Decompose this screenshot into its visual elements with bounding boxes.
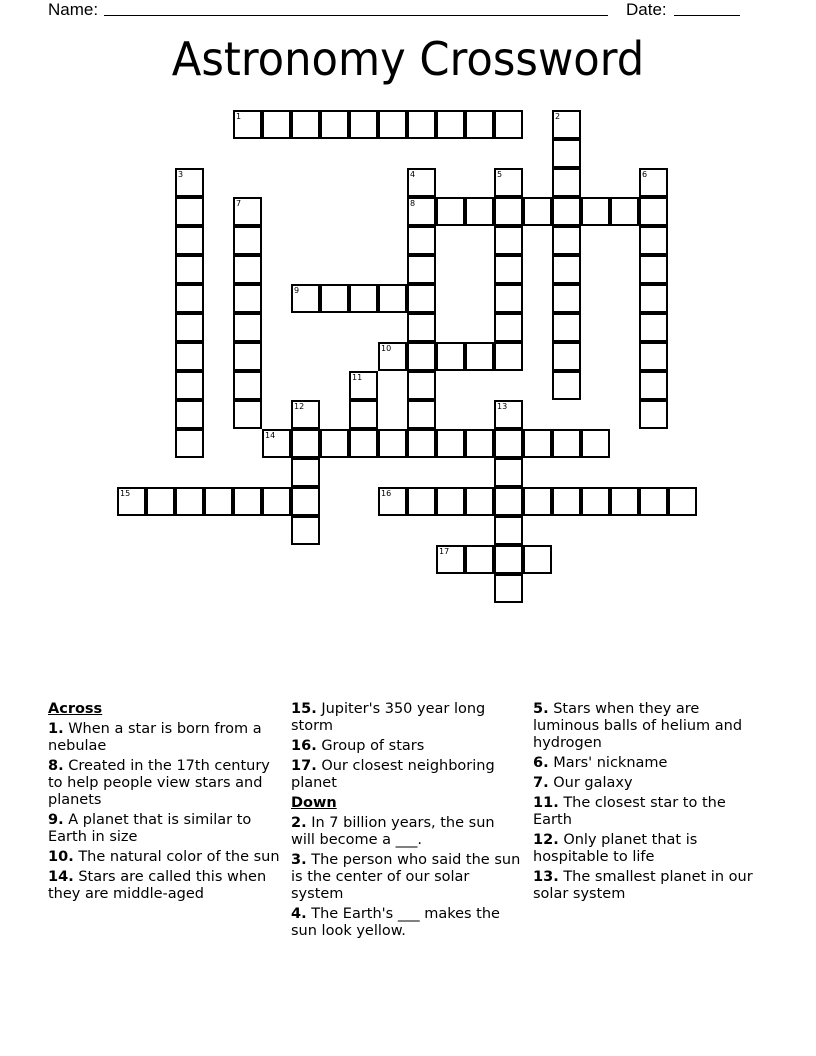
clue-down-4: 4. The Earth's ___ makes the sun look yellow.	[291, 906, 500, 939]
grid-cell[interactable]	[610, 197, 639, 226]
grid-cell[interactable]	[349, 400, 378, 429]
grid-cell[interactable]	[668, 487, 697, 516]
grid-cell[interactable]	[552, 487, 581, 516]
clue-across-9: 9. A planet that is similar to Earth in size	[48, 812, 252, 845]
grid-cell[interactable]	[291, 400, 320, 429]
grid-cell[interactable]	[552, 197, 581, 226]
grid-cell[interactable]	[610, 487, 639, 516]
clue-number: 16	[381, 489, 392, 498]
grid-cell[interactable]	[349, 284, 378, 313]
grid-cell[interactable]	[378, 429, 407, 458]
grid-cell[interactable]	[639, 255, 668, 284]
clue-across-14: 14. Stars are called this when they are middle-aged	[48, 869, 267, 902]
clue-number: 9	[294, 286, 300, 295]
clue-down-5: 5. Stars when they are luminous balls of helium and hydrogen	[533, 701, 743, 751]
name-label: Name:	[48, 0, 99, 19]
grid-cell[interactable]	[494, 429, 523, 458]
clue-number: 14	[265, 431, 276, 440]
clue-number: 7	[236, 199, 242, 208]
clue-number: 6	[642, 170, 648, 179]
grid-cell[interactable]	[494, 110, 523, 139]
clue-column-3	[533, 701, 765, 906]
grid-cell[interactable]	[436, 110, 465, 139]
grid-cell[interactable]	[552, 168, 581, 197]
clue-down-13: 13. The smallest planet in our solar system	[533, 869, 753, 902]
clue-column-2	[291, 701, 523, 943]
grid-cell[interactable]	[233, 110, 262, 139]
grid-cell[interactable]	[378, 342, 407, 371]
clue-across-10: 10. The natural color of the sun	[48, 849, 280, 865]
clue-number: 15	[120, 489, 131, 498]
grid-cell[interactable]	[175, 197, 204, 226]
grid-cell[interactable]	[233, 284, 262, 313]
grid-cell[interactable]	[291, 110, 320, 139]
grid-cell[interactable]	[407, 197, 436, 226]
grid-cell[interactable]	[407, 429, 436, 458]
grid-cell[interactable]	[407, 255, 436, 284]
grid-cell[interactable]	[175, 284, 204, 313]
grid-cell[interactable]	[465, 110, 494, 139]
grid-cell[interactable]	[175, 400, 204, 429]
grid-cell[interactable]	[552, 284, 581, 313]
clue-down-7: 7. Our galaxy	[533, 775, 633, 791]
grid-cell[interactable]	[233, 371, 262, 400]
grid-cell[interactable]	[523, 197, 552, 226]
name-field[interactable]	[104, 15, 608, 16]
clue-down-6: 6. Mars' nickname	[533, 755, 668, 771]
grid-cell[interactable]	[581, 429, 610, 458]
clue-column-1	[48, 701, 280, 906]
grid-cell[interactable]	[465, 342, 494, 371]
grid-cell[interactable]	[639, 284, 668, 313]
grid-cell[interactable]	[233, 487, 262, 516]
grid-cell[interactable]	[407, 400, 436, 429]
grid-cell[interactable]	[175, 487, 204, 516]
grid-cell[interactable]	[494, 342, 523, 371]
grid-cell[interactable]	[349, 371, 378, 400]
grid-cell[interactable]	[175, 429, 204, 458]
clue-across-1: 1. When a star is born from a nebulae	[48, 721, 262, 754]
grid-cell[interactable]	[639, 226, 668, 255]
grid-cell[interactable]	[465, 197, 494, 226]
grid-cell[interactable]	[407, 168, 436, 197]
grid-cell[interactable]	[552, 255, 581, 284]
grid-cell[interactable]	[117, 487, 146, 516]
clue-down-3: 3. The person who said the sun is the center of our solar system	[291, 852, 521, 902]
grid-cell[interactable]	[349, 110, 378, 139]
grid-cell[interactable]	[291, 284, 320, 313]
grid-cell[interactable]	[523, 545, 552, 574]
grid-cell[interactable]	[262, 110, 291, 139]
clue-number: 4	[410, 170, 416, 179]
grid-cell[interactable]	[552, 342, 581, 371]
grid-cell[interactable]	[407, 226, 436, 255]
grid-cell[interactable]	[175, 342, 204, 371]
clue-number: 5	[497, 170, 503, 179]
grid-cell[interactable]	[639, 400, 668, 429]
page-title: Astronomy Crossword	[171, 32, 645, 86]
clue-across-15: 15. Jupiter's 350 year long storm	[291, 701, 486, 734]
grid-cell[interactable]	[407, 342, 436, 371]
date-field[interactable]	[674, 15, 740, 16]
grid-cell[interactable]	[407, 110, 436, 139]
grid-cell[interactable]	[552, 139, 581, 168]
grid-cell[interactable]	[581, 487, 610, 516]
grid-cell[interactable]	[378, 487, 407, 516]
clue-across-17: 17. Our closest neighboring planet	[291, 758, 495, 791]
clue-number: 12	[294, 402, 305, 411]
grid-cell[interactable]	[523, 429, 552, 458]
clue-down-2: 2. In 7 billion years, the sun will become a ___.	[291, 815, 495, 848]
grid-cell[interactable]	[204, 487, 233, 516]
grid-cell[interactable]	[494, 516, 523, 545]
grid-cell[interactable]	[233, 197, 262, 226]
grid-cell[interactable]	[378, 284, 407, 313]
grid-cell[interactable]	[233, 400, 262, 429]
grid-cell[interactable]	[349, 429, 378, 458]
grid-cell[interactable]	[639, 487, 668, 516]
grid-cell[interactable]	[175, 168, 204, 197]
grid-cell[interactable]	[233, 313, 262, 342]
grid-cell[interactable]	[639, 168, 668, 197]
grid-cell[interactable]	[175, 255, 204, 284]
grid-cell[interactable]	[378, 110, 407, 139]
grid-cell[interactable]	[233, 342, 262, 371]
grid-cell[interactable]	[523, 487, 552, 516]
grid-cell[interactable]	[494, 400, 523, 429]
grid-cell[interactable]	[320, 110, 349, 139]
grid-cell[interactable]	[494, 574, 523, 603]
clue-number: 10	[381, 344, 392, 353]
clue-down-11: 11. The closest star to the Earth	[533, 795, 726, 828]
grid-cell[interactable]	[552, 371, 581, 400]
grid-cell[interactable]	[233, 255, 262, 284]
clue-number: 8	[410, 199, 416, 208]
down-heading: Down	[291, 795, 337, 811]
grid-cell[interactable]	[494, 255, 523, 284]
grid-cell[interactable]	[146, 487, 175, 516]
grid-cell[interactable]	[320, 284, 349, 313]
grid-cell[interactable]	[233, 226, 262, 255]
across-heading: Across	[48, 701, 103, 717]
clue-number: 3	[178, 170, 184, 179]
grid-cell[interactable]	[494, 545, 523, 574]
grid-cell[interactable]	[639, 371, 668, 400]
date-label: Date:	[626, 0, 667, 19]
grid-cell[interactable]	[639, 342, 668, 371]
grid-cell[interactable]	[407, 371, 436, 400]
grid-cell[interactable]	[291, 429, 320, 458]
grid-cell[interactable]	[291, 487, 320, 516]
grid-cell[interactable]	[494, 197, 523, 226]
grid-cell[interactable]	[552, 226, 581, 255]
clue-across-16: 16. Group of stars	[291, 738, 425, 754]
grid-cell[interactable]	[552, 313, 581, 342]
grid-cell[interactable]	[494, 168, 523, 197]
clue-number: 13	[497, 402, 508, 411]
grid-cell[interactable]	[552, 429, 581, 458]
grid-cell[interactable]	[436, 342, 465, 371]
clue-number: 2	[555, 112, 561, 121]
grid-cell[interactable]	[581, 197, 610, 226]
grid-cell[interactable]	[436, 429, 465, 458]
grid-cell[interactable]	[436, 487, 465, 516]
grid-cell[interactable]	[639, 313, 668, 342]
grid-cell[interactable]	[175, 226, 204, 255]
grid-cell[interactable]	[436, 197, 465, 226]
grid-cell[interactable]	[175, 313, 204, 342]
grid-cell[interactable]	[494, 313, 523, 342]
clue-number: 11	[352, 373, 363, 382]
grid-cell[interactable]	[465, 429, 494, 458]
grid-cell[interactable]	[494, 226, 523, 255]
grid-cell[interactable]	[291, 516, 320, 545]
grid-cell[interactable]	[291, 458, 320, 487]
grid-cell[interactable]	[494, 487, 523, 516]
grid-cell[interactable]	[494, 284, 523, 313]
grid-cell[interactable]	[494, 458, 523, 487]
grid-cell[interactable]	[407, 313, 436, 342]
clue-number: 1	[236, 112, 242, 121]
grid-cell[interactable]	[320, 429, 349, 458]
grid-cell[interactable]	[175, 371, 204, 400]
grid-cell[interactable]	[407, 487, 436, 516]
clue-down-12: 12. Only planet that is hospitable to life	[533, 832, 698, 865]
grid-cell[interactable]	[407, 284, 436, 313]
grid-cell[interactable]	[465, 487, 494, 516]
grid-cell[interactable]	[639, 197, 668, 226]
grid-cell[interactable]	[465, 545, 494, 574]
clue-across-8: 8. Created in the 17th century to help people view stars and planets	[48, 758, 270, 808]
grid-cell[interactable]	[262, 487, 291, 516]
clue-number: 17	[439, 547, 450, 556]
grid-cell[interactable]	[262, 429, 291, 458]
grid-cell[interactable]	[552, 110, 581, 139]
grid-cell[interactable]	[436, 545, 465, 574]
